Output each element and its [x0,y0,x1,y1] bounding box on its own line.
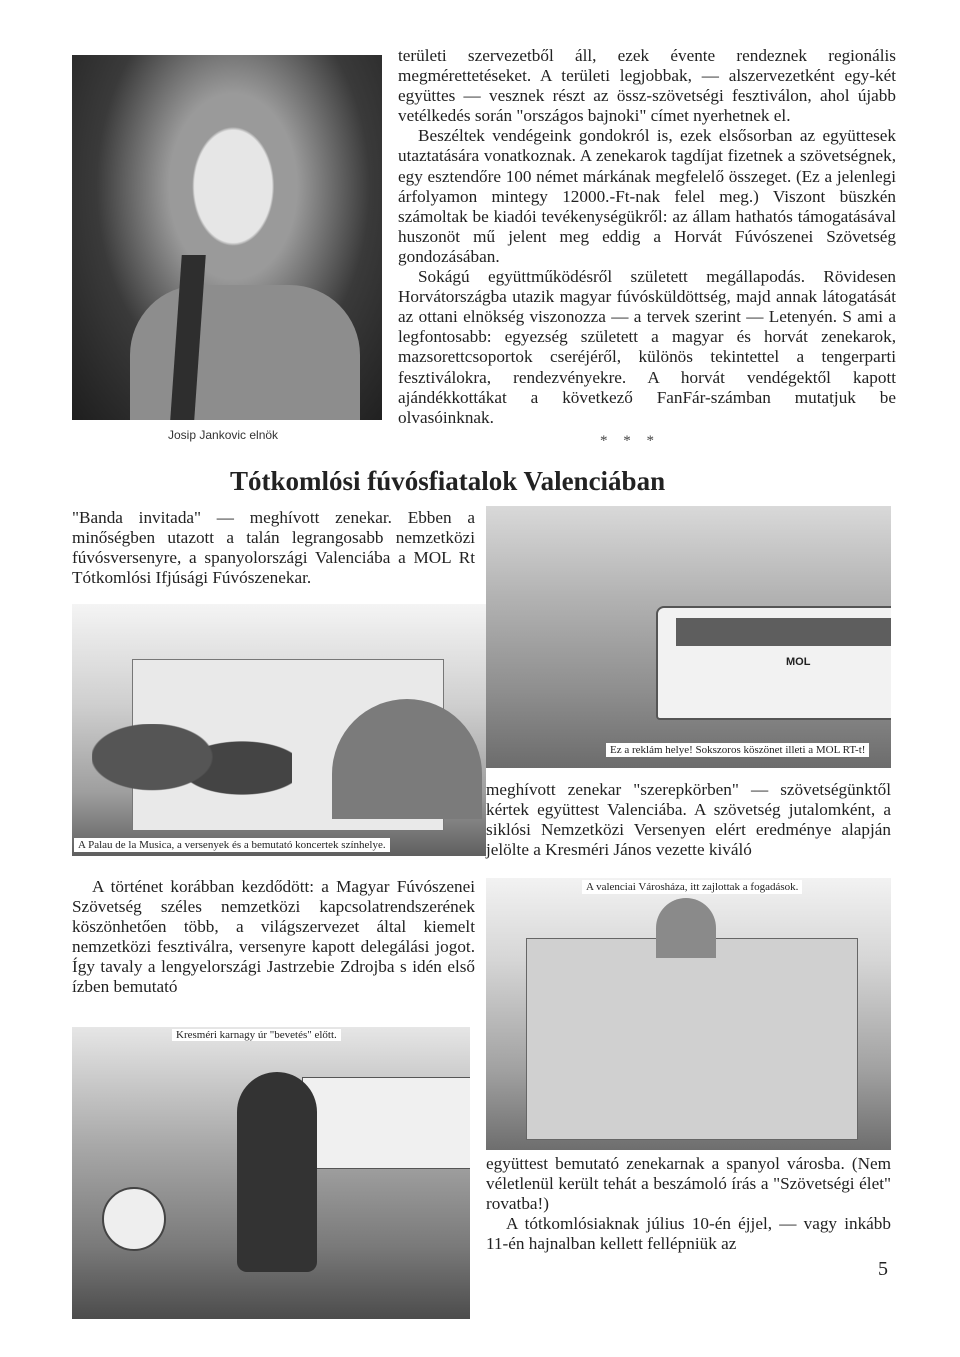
paragraph: Sokágú együttműködésről született megállapodás. Rövidesen Horvátországba utazik magyar fúvósküldöttség, majd annak látogatását az ottani elnökség viszonozza — a tervek szerint — Letenyén. S ami a legfontosabb: egyezség született a magyar és horvát zenekarok, mazsorettcsoportok cseréjéről, különös tekintettel a tengerparti fesztiválokra, rendezvényekre. A horvát vendégektől kapott ajándékkottákat a következő FanFár-számban mutatjuk be olvasóinknak. [398,267,896,427]
paragraph: együttest bemutató zenekarnak a spanyol városba. (Nem véletlenül került tehát a beszámoló írás a "Szövetségi élet" rovatba!) [486,1154,891,1214]
bus-background [302,1077,470,1169]
conductor-caption: Kresméri karnagy úr "bevetés" előtt. [172,1029,341,1041]
bus-windows [676,618,891,646]
top-right-text [398,46,896,428]
portrait-photo [72,55,382,420]
bus-photo [486,506,891,768]
article-headline: Tótkomlósi fúvósfiatalok Valenciában [230,466,666,496]
palm-trees [92,724,292,834]
city-hall-tower [656,898,716,958]
conductor-photo [72,1027,470,1319]
paragraph: meghívott zenekar "szerepkörben" — szövetségünktől kértek együttest Valenciába. A szövetség jutalomként, a siklósi Nemzetközi Versenyen elért eredménye alapján jelölte a Kresméri János vezette kiváló [486,780,891,860]
music-palace-photo [72,604,486,856]
left-body-text [72,877,475,998]
bus-sign: MOL [786,656,811,668]
city-hall-caption: A valenciai Városháza, itt zajlottak a fogadások. [582,880,802,894]
music-palace-caption: A Palau de la Musica, a versenyek és a bemutató koncertek színhelye. [74,838,390,852]
paragraph: A történet korábban kezdődött: a Magyar Fúvószenei Szövetség széles nemzetközi kapcsolatrendszerének köszönhetően több, a világszervezet által kiemelt nemzetközi fesztiválra, versenyre kapott delegálási jogot. Így tavaly a lengyelországi Jastrzebie Zdrojba s idén első ízben bemutató [72,877,475,997]
paragraph: A tótkomlósiaknak július 10-én éjjel, — vagy inkább 11-én hajnalban kellett fellépniük az [486,1214,891,1254]
conductor-figure [237,1072,317,1272]
portrait-caption: Josip Jankovic elnök [168,428,279,442]
paragraph: Beszéltek vendégeink gondokról is, ezek elsősorban az együttesek utaztatására vonatkoznak. A zenekarok tagdíjat fizetnek a szövetségnek, egy esztendőre 100 német márkának megfelelő összeget. (Ez a jelenlegi árfolyamon mintegy 12000.-Ft-nak felel meg.) Viszont büszkén számoltak be kiadói tevékenységükről: az állam hathatós támogatásával huszonöt mű jelent meg eddig a Horvát Fúvószenei Szövetség gondozásában. [398,126,896,266]
paragraph: területi szervezetből áll, ezek évente rendeznek regionális megmérettetéseket. A területi legjobbak, — alszervezetként egy-két együttes — vesznek részt az össz-szövetségi fesztiválon, ahol újabb vetélkedés során "országos bajnoki" címet nyerhetnek el. [398,46,896,126]
paragraph: "Banda invitada" — meghívott zenekar. Ebben a minőségben utazott a talán legrangosabb nemzetközi fúvósversenyre, a spanyolországi Valenciába a MOL Rt Tótkomlósi Ifjúsági Fúvószenekar. [72,508,475,588]
right-bottom-text [486,1154,891,1254]
section-separator: * * * [600,433,660,449]
bus-caption: Ez a reklám helye! Sokszoros köszönet illeti a MOL RT-t! [606,743,869,757]
city-hall-photo [486,878,891,1150]
suit-shape [130,285,360,420]
city-hall-building [526,938,858,1140]
lead-paragraph [72,508,475,588]
right-mid-text [486,780,891,860]
page-number: 5 [878,1258,888,1280]
drum-shape [102,1187,166,1251]
